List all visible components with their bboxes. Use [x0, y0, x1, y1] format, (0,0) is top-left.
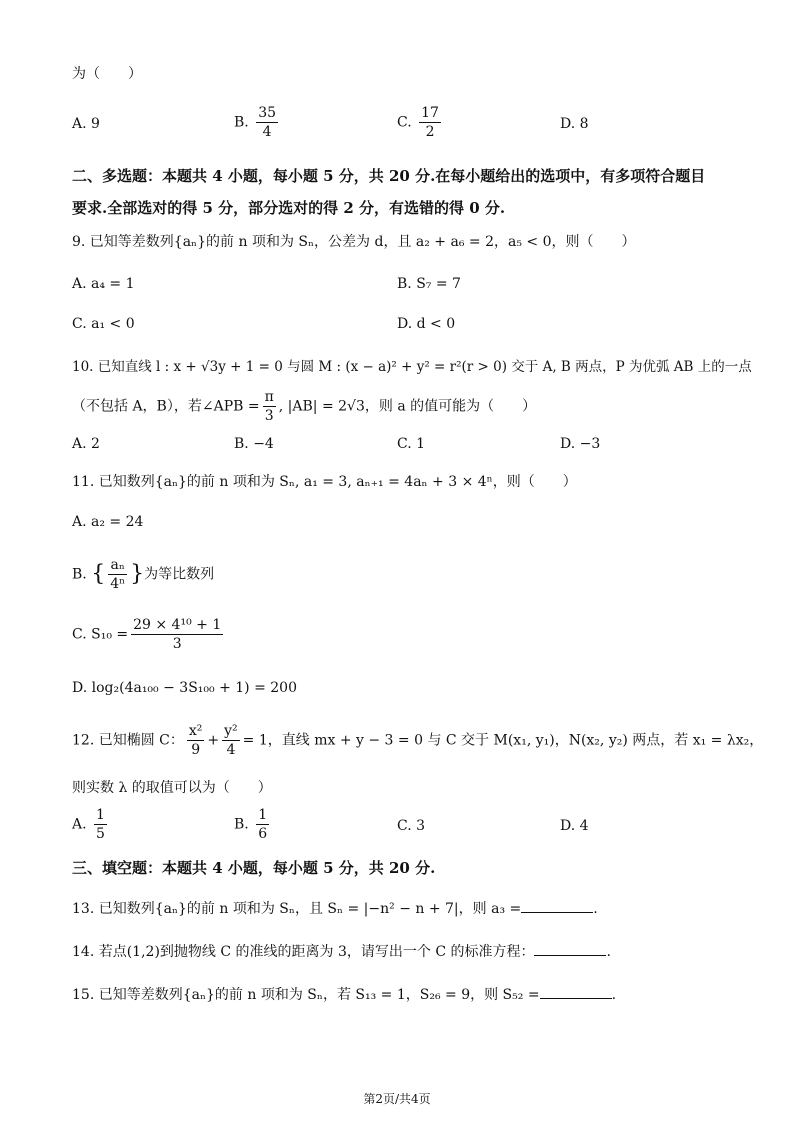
question-10-stem-cont: （不包括 A，B），若∠APB = $\frac{\pi}{3}$ , |AB| = 2√3，则 a 的值可能为（ ）	[72, 389, 537, 424]
section-heading-multi-choice: 二、多选题：本题共 4 小题，每小题 5 分，共 20 分.在每小题给出的选项中，有多项符合题目	[72, 167, 706, 185]
q12-option-a: A. $\frac{1}{5}$	[72, 807, 105, 842]
fraction: $\frac{\text{29 × 4¹⁰ + 1}}{3}$	[133, 617, 222, 652]
q11-option-c: C. S₁₀ = $\frac{\text{29 × 4¹⁰ + 1}}{3}$	[72, 617, 222, 652]
q9-option-a: A. a₄ = 1	[72, 276, 135, 292]
fraction: $\frac{35}{4}$	[258, 105, 277, 140]
question-12-stem-cont: 则实数 λ 的取值可以为（ ）	[72, 780, 272, 796]
q9-option-b: B. S₇ = 7	[397, 276, 461, 292]
q12-option-d: D. 4	[560, 818, 589, 834]
question-12-stem: 12. 已知椭圆 C： $\frac{\text{x²}}{9}$ + $\frac{\text{y²}}{4}$ = 1，直线 mx + y − 3 = 0 与 C 交于 M(x₁, y₁)，N(x₂, y₂) 两点，若 x₁ = λx₂，	[72, 723, 764, 758]
q11-option-b: B. { $\frac{\text{aₙ}}{\text{4ⁿ}}$ }为等比数列	[72, 557, 215, 592]
q10-option-a: A. 2	[72, 436, 100, 452]
q12-option-c: C. 3	[397, 818, 426, 834]
option-c: C. $\frac{17}{2}$	[397, 105, 439, 140]
q9-option-d: D. d < 0	[397, 316, 456, 332]
fraction: $\frac{1}{6}$	[258, 807, 268, 842]
question-stem-tail: 为（ ）	[72, 66, 142, 82]
fraction: $\frac{\text{x²}}{9}$	[188, 723, 203, 758]
q12-option-b: B. $\frac{1}{6}$	[234, 807, 268, 842]
question-11-stem: 11. 已知数列{aₙ}的前 n 项和为 Sₙ, a₁ = 3, aₙ₊₁ = 4aₙ + 3 × 4ⁿ，则（ ）	[72, 474, 577, 490]
fraction: $\frac{17}{2}$	[421, 105, 439, 140]
question-14-stem: 14. 若点(1,2)到抛物线 C 的准线的距离为 3，请写出一个 C 的标准方程： .	[72, 941, 611, 962]
q10-option-b: B. −4	[234, 436, 274, 452]
answer-blank[interactable]	[540, 984, 612, 999]
answer-blank[interactable]	[534, 941, 606, 956]
q11-option-d: D. log₂(4a₁₀₀ − 3S₁₀₀ + 1) = 200	[72, 680, 297, 696]
q10-option-c: C. 1	[397, 436, 426, 452]
answer-blank[interactable]	[521, 898, 593, 913]
section-heading-fill-in: 三、填空题：本题共 4 小题，每小题 5 分，共 20 分.	[72, 859, 436, 877]
option-a: A. 9	[72, 116, 100, 132]
question-9-stem: 9. 已知等差数列{aₙ}的前 n 项和为 Sₙ，公差为 d，且 a₂ + a₆ = 2，a₅ < 0，则（ ）	[72, 234, 636, 250]
q9-option-c: C. a₁ < 0	[72, 316, 135, 332]
question-13-stem: 13. 已知数列{aₙ}的前 n 项和为 Sₙ，且 Sₙ = |−n² − n + 7|，则 a₃ = .	[72, 898, 598, 919]
question-15-stem: 15. 已知等差数列{aₙ}的前 n 项和为 Sₙ，若 S₁₃ = 1，S₂₆ = 9，则 S₅₂ = .	[72, 984, 616, 1005]
fraction: $\frac{1}{5}$	[96, 807, 105, 842]
q11-option-a: A. a₂ = 24	[72, 514, 144, 530]
section-heading-multi-choice-cont: 要求.全部选对的得 5 分，部分选对的得 2 分，有选错的得 0 分.	[72, 199, 506, 217]
fraction: $\frac{\text{aₙ}}{\text{4ⁿ}}$	[110, 557, 126, 592]
option-b: B. $\frac{35}{4}$	[234, 105, 277, 140]
q10-option-d: D. −3	[560, 436, 601, 452]
question-10-stem: 10. 已知直线 l : x + √3y + 1 = 0 与圆 M : (x − a)² + y² = r²(r > 0) 交于 A, B 两点，P 为优弧 AB 上的一点	[72, 359, 752, 375]
fraction: $\frac{\text{y²}}{4}$	[224, 723, 238, 758]
page-footer: 第2页/共4页	[363, 1092, 431, 1106]
option-d: D. 8	[560, 116, 589, 132]
fraction: $\frac{\pi}{3}$	[264, 389, 274, 424]
